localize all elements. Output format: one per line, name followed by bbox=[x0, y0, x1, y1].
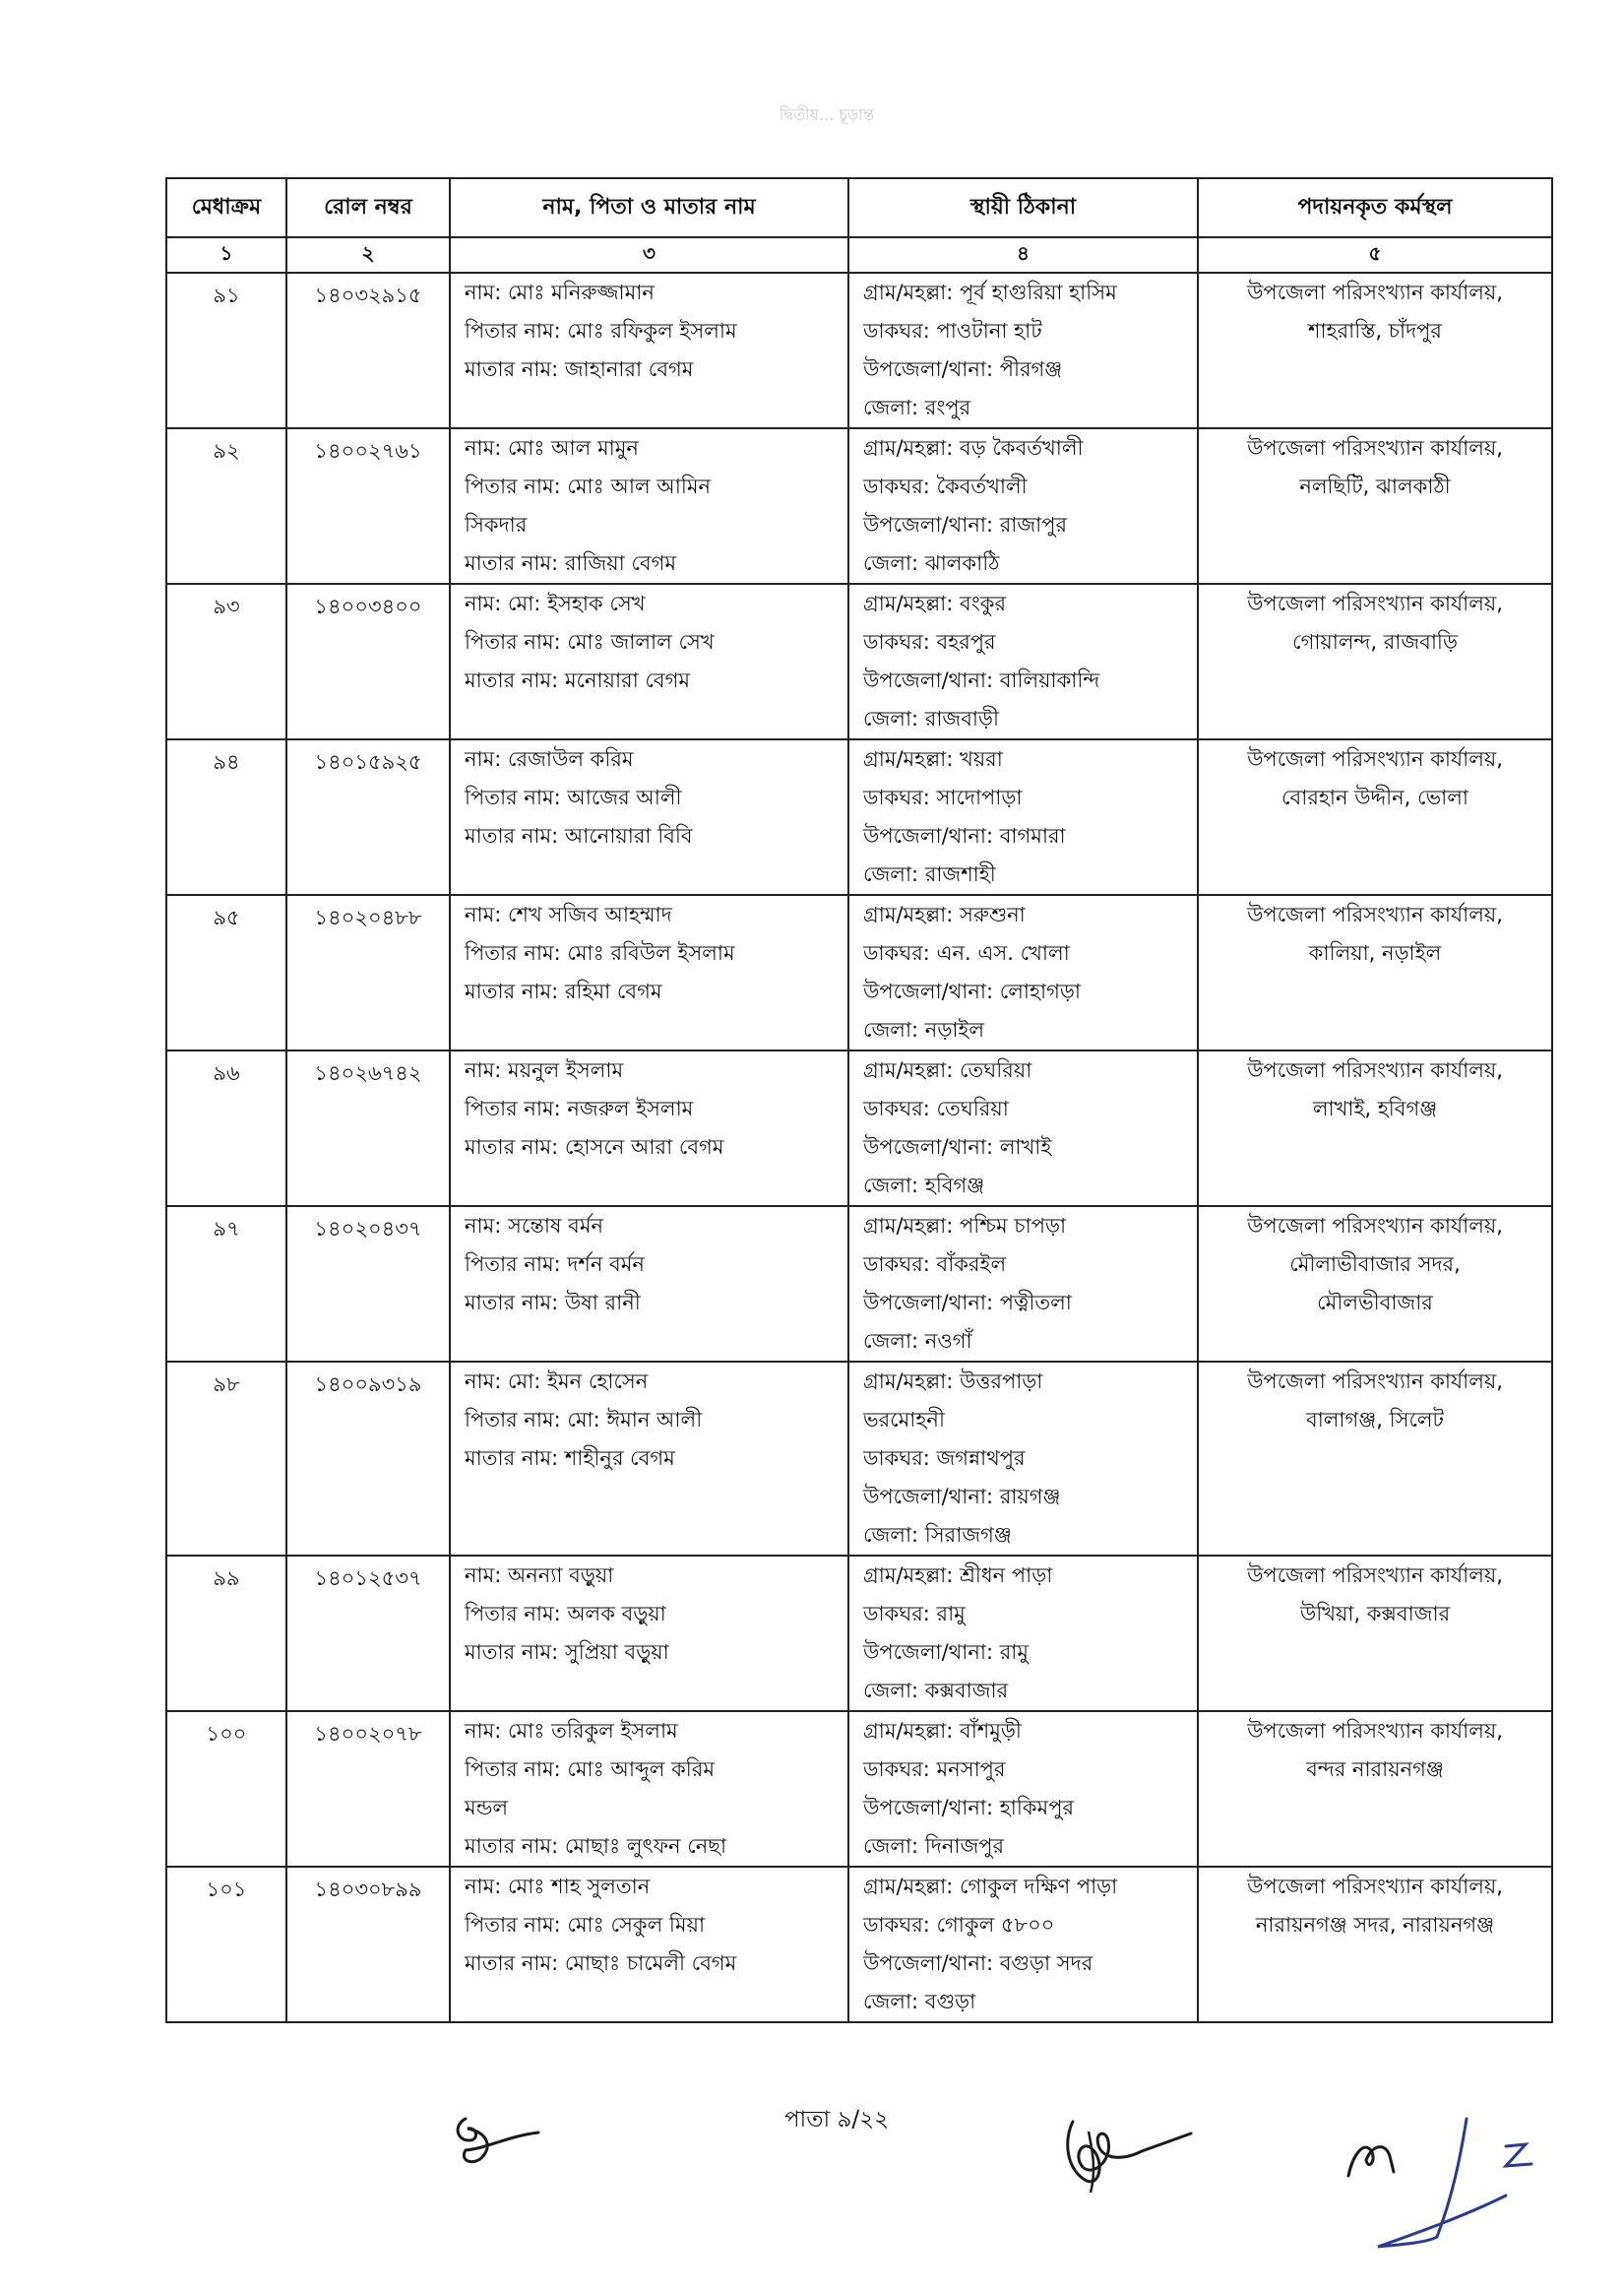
address-line: জেলা: দিনাজপুর bbox=[863, 1834, 1005, 1858]
address-cell bbox=[848, 1362, 1198, 1556]
name-cell bbox=[450, 1362, 848, 1556]
signature-blue bbox=[1358, 2107, 1555, 2255]
name-cell bbox=[450, 584, 848, 739]
serial-cell: ১০১ bbox=[166, 1867, 286, 2022]
address-cell bbox=[848, 895, 1198, 1050]
workplace-line: বোরহান উদ্দীন, ভোলা bbox=[1281, 786, 1468, 809]
workplace-line: উপজেলা পরিসংখ্যান কার্যালয়, bbox=[1247, 1058, 1503, 1082]
workplace-cell bbox=[1198, 1362, 1552, 1556]
workplace-cell bbox=[1198, 1050, 1552, 1206]
address-line: ভরমোহনী bbox=[863, 1408, 945, 1432]
workplace-line: উপজেলা পরিসংখ্যান কার্যালয়, bbox=[1247, 747, 1503, 771]
name-line: নাম: মোঃ তরিকুল ইসলাম bbox=[465, 1719, 678, 1743]
roll-cell: ১৪০১২৫৩৭ bbox=[286, 1556, 450, 1711]
name-line: পিতার নাম: অলক বড়ুয়া bbox=[465, 1602, 666, 1625]
header-row bbox=[166, 178, 1552, 237]
workplace-cell bbox=[1198, 1206, 1552, 1362]
serial-cell: ৯৩ bbox=[166, 584, 286, 739]
workplace-line: উখিয়া, কক্সবাজার bbox=[1299, 1602, 1451, 1625]
address-line: জেলা: রংপুর bbox=[863, 396, 971, 419]
column-number: ৫ bbox=[1198, 237, 1552, 273]
table-row bbox=[166, 584, 1552, 739]
workplace-line: উপজেলা পরিসংখ্যান কার্যালয়, bbox=[1247, 1719, 1503, 1743]
signature-initial-left bbox=[448, 2107, 576, 2176]
address-line: গ্রাম/মহল্লা: পশ্চিম চাপড়া bbox=[863, 1214, 1067, 1238]
name-cell bbox=[450, 1867, 848, 2022]
workplace-line: উপজেলা পরিসংখ্যান কার্যালয়, bbox=[1247, 436, 1503, 460]
address-line: ডাকঘর: কৈবর্তখালী bbox=[863, 475, 1028, 498]
roll-cell: ১৪০৩২৯১৫ bbox=[286, 273, 450, 428]
name-line: মাতার নাম: রহিমা বেগম bbox=[465, 980, 662, 1003]
column-header-name: নাম, পিতা ও মাতার নাম bbox=[450, 178, 848, 237]
serial-cell: ৯৫ bbox=[166, 895, 286, 1050]
address-line: ডাকঘর: সাদোপাড়া bbox=[863, 786, 1023, 809]
roll-cell: ১৪০১৫৯২৫ bbox=[286, 739, 450, 895]
page-number: পাতা ৯/২২ bbox=[783, 2107, 890, 2133]
column-number: ২ bbox=[286, 237, 450, 273]
address-line: ডাকঘর: পাওটানা হাট bbox=[863, 319, 1042, 343]
serial-cell: ৯২ bbox=[166, 428, 286, 584]
table-row bbox=[166, 1050, 1552, 1206]
name-line: নাম: মো: ইসহাক সেখ bbox=[465, 592, 646, 615]
address-line: গ্রাম/মহল্লা: বড় কৈবর্তখালী bbox=[863, 436, 1084, 460]
address-line: উপজেলা/থানা: লাখাই bbox=[863, 1135, 1052, 1159]
name-cell bbox=[450, 895, 848, 1050]
workplace-line: উপজেলা পরিসংখ্যান কার্যালয়, bbox=[1247, 1563, 1503, 1587]
address-cell bbox=[848, 739, 1198, 895]
address-line: গ্রাম/মহল্লা: পূর্ব হাগুরিয়া হাসিম bbox=[863, 281, 1117, 304]
workplace-cell bbox=[1198, 739, 1552, 895]
table-row bbox=[166, 273, 1552, 428]
address-line: জেলা: নওগাঁ bbox=[863, 1329, 972, 1353]
serial-cell: ৯১ bbox=[166, 273, 286, 428]
signature-middle bbox=[1043, 2102, 1201, 2200]
workplace-line: গোয়ালন্দ, রাজবাড়ি bbox=[1292, 630, 1458, 654]
roll-cell: ১৪০২৬৭৪২ bbox=[286, 1050, 450, 1206]
address-line: জেলা: রাজশাহী bbox=[863, 862, 996, 886]
name-line: পিতার নাম: নজরুল ইসলাম bbox=[465, 1097, 694, 1120]
serial-cell: ৯৪ bbox=[166, 739, 286, 895]
workplace-line: উপজেলা পরিসংখ্যান কার্যালয়, bbox=[1247, 1875, 1503, 1898]
roll-cell: ১৪০৩০৮৯৯ bbox=[286, 1867, 450, 2022]
address-line: উপজেলা/থানা: বালিয়াকান্দি bbox=[863, 668, 1100, 692]
address-line: উপজেলা/থানা: পত্নীতলা bbox=[863, 1291, 1072, 1314]
address-line: জেলা: ঝালকাঠি bbox=[863, 551, 1000, 575]
table-row bbox=[166, 428, 1552, 584]
workplace-line: বালাগঞ্জ, সিলেট bbox=[1306, 1408, 1444, 1432]
serial-cell: ৯৯ bbox=[166, 1556, 286, 1711]
address-line: গ্রাম/মহল্লা: তেঘরিয়া bbox=[863, 1058, 1032, 1082]
table-row bbox=[166, 1867, 1552, 2022]
address-line: জেলা: নড়াইল bbox=[863, 1018, 984, 1042]
column-number: ৪ bbox=[848, 237, 1198, 273]
address-cell bbox=[848, 1206, 1198, 1362]
name-line: পিতার নাম: মোঃ রবিউল ইসলাম bbox=[465, 941, 735, 965]
workplace-cell bbox=[1198, 584, 1552, 739]
address-line: গ্রাম/মহল্লা: সরুশুনা bbox=[863, 903, 1026, 926]
name-line: মাতার নাম: মনোয়ারা বেগম bbox=[465, 668, 690, 692]
address-line: জেলা: সিরাজগঞ্জ bbox=[863, 1523, 1012, 1547]
workplace-line: বন্দর নারায়নগঞ্জ bbox=[1306, 1757, 1444, 1781]
name-line: পিতার নাম: মো: ঈমান আলী bbox=[465, 1408, 703, 1432]
serial-cell: ৯৬ bbox=[166, 1050, 286, 1206]
name-line: পিতার নাম: মোঃ আল আমিন bbox=[465, 475, 712, 498]
address-line: ডাকঘর: রামু bbox=[863, 1602, 966, 1625]
column-header-workplace: পদায়নকৃত কর্মস্থল bbox=[1198, 178, 1552, 237]
name-line: মাতার নাম: মোছাঃ চামেলী বেগম bbox=[465, 1951, 737, 1975]
workplace-line: নারায়নগঞ্জ সদর, নারায়নগঞ্জ bbox=[1255, 1913, 1495, 1937]
column-number: ৩ bbox=[450, 237, 848, 273]
name-cell bbox=[450, 1711, 848, 1867]
address-line: জেলা: রাজবাড়ী bbox=[863, 707, 1000, 731]
roll-cell: ১৪০০৩৪০০ bbox=[286, 584, 450, 739]
workplace-cell bbox=[1198, 273, 1552, 428]
address-line: গ্রাম/মহল্লা: উত্তরপাড়া bbox=[863, 1369, 1043, 1393]
address-line: ডাকঘর: তেঘরিয়া bbox=[863, 1097, 1009, 1120]
column-header-address: স্থায়ী ঠিকানা bbox=[848, 178, 1198, 237]
address-line: উপজেলা/থানা: রায়গঞ্জ bbox=[863, 1485, 1061, 1508]
workplace-line: উপজেলা পরিসংখ্যান কার্যালয়, bbox=[1247, 592, 1503, 615]
address-cell bbox=[848, 428, 1198, 584]
name-line: নাম: রেজাউল করিম bbox=[465, 747, 634, 771]
address-line: ডাকঘর: জগন্নাথপুর bbox=[863, 1446, 1026, 1470]
address-cell bbox=[848, 273, 1198, 428]
name-line: মাতার নাম: আনোয়ারা বিবি bbox=[465, 824, 693, 848]
name-line: মাতার নাম: রাজিয়া বেগম bbox=[465, 551, 677, 575]
name-line: পিতার নাম: আজের আলী bbox=[465, 786, 682, 809]
name-line: মাতার নাম: মোছাঃ লুৎফন নেছা bbox=[465, 1834, 727, 1858]
workplace-cell bbox=[1198, 1867, 1552, 2022]
name-line: পিতার নাম: মোঃ সেকুল মিয়া bbox=[465, 1913, 706, 1937]
address-line: জেলা: হবিগঞ্জ bbox=[863, 1174, 985, 1197]
name-line: মাতার নাম: শাহীনুর বেগম bbox=[465, 1446, 675, 1470]
address-cell bbox=[848, 1556, 1198, 1711]
roll-cell: ১৪০০২০৭৮ bbox=[286, 1711, 450, 1867]
address-line: ডাকঘর: বাঁকরইল bbox=[863, 1252, 1007, 1276]
table-row bbox=[166, 739, 1552, 895]
address-line: উপজেলা/থানা: পীরগঞ্জ bbox=[863, 357, 1063, 381]
address-line: জেলা: বগুড়া bbox=[863, 1990, 976, 2013]
roll-cell: ১৪০০৯৩১৯ bbox=[286, 1362, 450, 1556]
address-line: উপজেলা/থানা: রাজাপুর bbox=[863, 513, 1068, 537]
roll-cell: ১৪০২০৪৩৭ bbox=[286, 1206, 450, 1362]
address-line: ডাকঘর: এন. এস. খোলা bbox=[863, 941, 1070, 965]
workplace-line: শাহরাস্তি, চাঁদপুর bbox=[1308, 319, 1442, 343]
name-cell bbox=[450, 428, 848, 584]
table-row bbox=[166, 1206, 1552, 1362]
name-line: পিতার নাম: মোঃ রফিকুল ইসলাম bbox=[465, 319, 737, 343]
address-line: গ্রাম/মহল্লা: বংকুর bbox=[863, 592, 1006, 615]
address-line: উপজেলা/থানা: হাকিমপুর bbox=[863, 1796, 1075, 1819]
name-line: সিকদার bbox=[465, 513, 528, 537]
address-line: জেলা: কক্সবাজার bbox=[863, 1679, 1009, 1702]
address-line: গ্রাম/মহল্লা: বাঁশমুড়ী bbox=[863, 1719, 1022, 1743]
name-cell bbox=[450, 273, 848, 428]
name-line: পিতার নাম: মোঃ আব্দুল করিম bbox=[465, 1757, 715, 1781]
roster-table bbox=[165, 177, 1553, 2023]
name-cell bbox=[450, 1556, 848, 1711]
table-row bbox=[166, 895, 1552, 1050]
name-line: মাতার নাম: হোসনে আরা বেগম bbox=[465, 1135, 724, 1159]
address-line: গ্রাম/মহল্লা: গোকুল দক্ষিণ পাড়া bbox=[863, 1875, 1118, 1898]
workplace-cell bbox=[1198, 428, 1552, 584]
workplace-line: উপজেলা পরিসংখ্যান কার্যালয়, bbox=[1247, 281, 1503, 304]
address-line: গ্রাম/মহল্লা: শ্রীধন পাড়া bbox=[863, 1563, 1053, 1587]
roll-cell: ১৪০২০৪৮৮ bbox=[286, 895, 450, 1050]
name-line: নাম: শেখ সজিব আহম্মাদ bbox=[465, 903, 672, 926]
address-line: গ্রাম/মহল্লা: খয়রা bbox=[863, 747, 1003, 771]
name-line: নাম: ময়নুল ইসলাম bbox=[465, 1058, 624, 1082]
serial-cell: ১০০ bbox=[166, 1711, 286, 1867]
table-row bbox=[166, 1711, 1552, 1867]
workplace-line: উপজেলা পরিসংখ্যান কার্যালয়, bbox=[1247, 1369, 1503, 1393]
address-line: উপজেলা/থানা: বগুড়া সদর bbox=[863, 1951, 1093, 1975]
name-cell bbox=[450, 1050, 848, 1206]
address-cell bbox=[848, 1050, 1198, 1206]
name-line: মাতার নাম: সুপ্রিয়া বড়ুয়া bbox=[465, 1640, 669, 1664]
name-line: নাম: মোঃ মনিরুজ্জামান bbox=[465, 281, 655, 304]
address-line: উপজেলা/থানা: লোহাগড়া bbox=[863, 980, 1081, 1003]
table-row bbox=[166, 1556, 1552, 1711]
address-line: ডাকঘর: বহরপুর bbox=[863, 630, 996, 654]
name-line: নাম: মোঃ শাহ সুলতান bbox=[465, 1875, 651, 1898]
workplace-line: নলছিটি, ঝালকাঠী bbox=[1299, 475, 1451, 498]
address-line: উপজেলা/থানা: বাগমারা bbox=[863, 824, 1066, 848]
name-line: মাতার নাম: উষা রানী bbox=[465, 1291, 641, 1314]
address-cell bbox=[848, 1867, 1198, 2022]
serial-cell: ৯৮ bbox=[166, 1362, 286, 1556]
serial-cell: ৯৭ bbox=[166, 1206, 286, 1362]
faint-header-text: দ্বিতীয়... চূড়ান্ত bbox=[779, 105, 875, 124]
name-line: নাম: মো: ইমন হোসেন bbox=[465, 1369, 649, 1393]
workplace-cell bbox=[1198, 895, 1552, 1050]
column-number: ১ bbox=[166, 237, 286, 273]
address-cell bbox=[848, 584, 1198, 739]
roll-cell: ১৪০০২৭৬১ bbox=[286, 428, 450, 584]
column-number-row bbox=[166, 237, 1552, 273]
name-line: মন্ডল bbox=[465, 1796, 509, 1819]
name-line: নাম: সন্তোষ বর্মন bbox=[465, 1214, 604, 1238]
name-cell bbox=[450, 1206, 848, 1362]
name-line: মাতার নাম: জাহানারা বেগম bbox=[465, 357, 694, 381]
workplace-line: উপজেলা পরিসংখ্যান কার্যালয়, bbox=[1247, 1214, 1503, 1238]
address-line: ডাকঘর: গোকুল ৫৮০০ bbox=[863, 1913, 1055, 1937]
name-line: নাম: মোঃ আল মামুন bbox=[465, 436, 639, 460]
address-line: উপজেলা/থানা: রামু bbox=[863, 1640, 1030, 1664]
address-cell bbox=[848, 1711, 1198, 1867]
column-header-serial: মেধাক্রম bbox=[166, 178, 286, 237]
workplace-line: কালিয়া, নড়াইল bbox=[1308, 941, 1442, 965]
roster-body bbox=[166, 273, 1552, 2022]
name-line: নাম: অনন্যা বড়ুয়া bbox=[465, 1563, 614, 1587]
column-header-roll: রোল নম্বর bbox=[286, 178, 450, 237]
workplace-cell bbox=[1198, 1711, 1552, 1867]
name-line: পিতার নাম: মোঃ জালাল সেখ bbox=[465, 630, 715, 654]
address-line: ডাকঘর: মনসাপুর bbox=[863, 1757, 1006, 1781]
name-cell bbox=[450, 739, 848, 895]
workplace-line: লাখাই, হবিগঞ্জ bbox=[1312, 1097, 1438, 1120]
workplace-line: উপজেলা পরিসংখ্যান কার্যালয়, bbox=[1247, 903, 1503, 926]
workplace-line: মৌলাভীবাজার সদর, bbox=[1289, 1252, 1461, 1276]
name-line: পিতার নাম: দর্শন বর্মন bbox=[465, 1252, 645, 1276]
workplace-line: মৌলভীবাজার bbox=[1317, 1291, 1433, 1314]
table-row bbox=[166, 1362, 1552, 1556]
workplace-cell bbox=[1198, 1556, 1552, 1711]
